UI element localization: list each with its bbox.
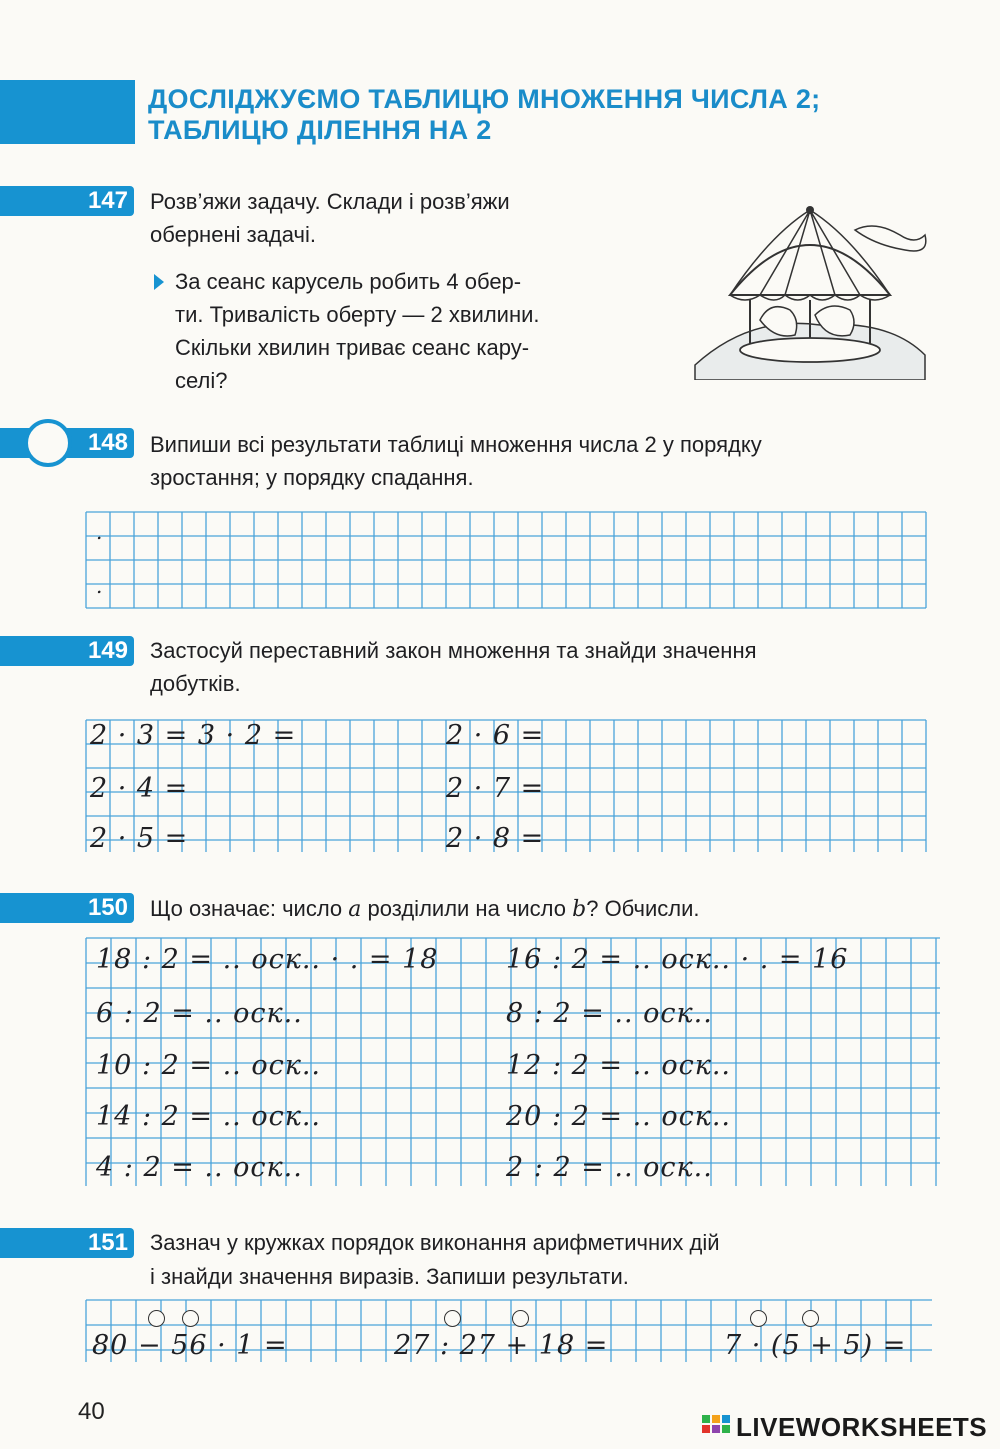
task-151-text-1: Зазнач у кружках порядок виконання арифметичних дій (150, 1230, 720, 1255)
task-147-text-1: Розв’яжи задачу. Склади і розв’яжи (150, 189, 510, 214)
order-circle[interactable] (512, 1310, 529, 1327)
task-149-text-2: добутків. (150, 671, 241, 696)
task-150-text-c: ? Обчисли. (586, 896, 700, 921)
task-151-expression-3: 7 · (5 + 5) = (724, 1330, 907, 1361)
task-149-text-1: Застосуй переставний закон множення та знайди значення (150, 638, 757, 663)
page-title (148, 84, 948, 146)
task-148-dot-1: . (96, 520, 104, 544)
page-title-line1: ДОСЛІДЖУЄМО ТАБЛИЦЮ МНОЖЕННЯ ЧИСЛА 2; (148, 84, 821, 114)
bullet-icon (154, 274, 164, 290)
task-149-right-2: 2 · 7 = (446, 773, 545, 804)
task-151-text-2: і знайди значення виразів. Запиши результати. (150, 1264, 629, 1289)
order-circle[interactable] (148, 1310, 165, 1327)
task-150-left-4: 14 : 2 = .. ocк.. (96, 1101, 321, 1132)
carousel-illustration (690, 205, 930, 380)
task-149-right-3: 2 · 8 = (446, 823, 545, 854)
header-band (0, 80, 135, 144)
order-circle[interactable] (182, 1310, 199, 1327)
task-150-right-4: 20 : 2 = .. ocк.. (506, 1101, 731, 1132)
task-150-left-3: 10 : 2 = .. ocк.. (96, 1050, 321, 1081)
task-150-left-1: 18 : 2 = .. ocк.. · . = 18 (96, 944, 439, 975)
task-151-expression-1: 80 − 56 · 1 = (92, 1330, 288, 1361)
page-title-line2: ТАБЛИЦЮ ДІЛЕННЯ НА 2 (148, 115, 492, 145)
task-149-number: 149 (0, 636, 134, 666)
task-147-problem-4: селі? (175, 368, 228, 393)
task-150-left-2: 6 : 2 = .. ocк.. (96, 998, 303, 1029)
task-150-left-5: 4 : 2 = .. ocк.. (96, 1152, 303, 1183)
task-147-text-2: обернені задачі. (150, 222, 316, 247)
task-150-text-b: розділили на число (361, 896, 573, 921)
order-circle[interactable] (444, 1310, 461, 1327)
task-147-problem-3: Скільки хвилин триває сеанс кару- (175, 335, 530, 360)
task-147-problem-2: ти. Тривалість оберту — 2 хвилини. (175, 302, 540, 327)
liveworksheets-brand: LIVEWORKSHEETS (736, 1412, 988, 1442)
task-147-number: 147 (0, 186, 134, 216)
task-151-number: 151 (0, 1228, 134, 1258)
variable-b: b (572, 897, 587, 922)
task-148-number: 148 (0, 428, 134, 458)
task-149-right-1: 2 · 6 = (446, 720, 545, 751)
task-150-text (150, 892, 700, 926)
task-148-writing-grid[interactable] (86, 512, 926, 608)
task-148-circle-icon (24, 419, 72, 467)
task-147-problem-1: За сеанс карусель робить 4 обер- (175, 269, 522, 294)
task-148-text-1: Випиши всі результати таблиці множення числа 2 у порядку (150, 432, 762, 457)
order-circle[interactable] (802, 1310, 819, 1327)
task-149-left-1: 2 · 3 = 3 · 2 = (90, 720, 297, 751)
task-150-right-5: 2 : 2 = .. ocк.. (506, 1152, 713, 1183)
liveworksheets-logo-icon (700, 1412, 732, 1442)
task-148-text-2: зростання; у порядку спадання. (150, 465, 474, 490)
page-number: 40 (78, 1398, 105, 1425)
task-151-expression-2: 27 : 27 + 18 = (394, 1330, 609, 1361)
variable-a: a (348, 897, 362, 922)
task-148-dot-2: . (96, 574, 104, 598)
task-150-right-3: 12 : 2 = .. ocк.. (506, 1050, 731, 1081)
task-150-right-2: 8 : 2 = .. ocк.. (506, 998, 713, 1029)
task-150-number: 150 (0, 893, 134, 923)
task-150-text-a: Що означає: число (150, 896, 349, 921)
task-149-left-2: 2 · 4 = (90, 773, 189, 804)
task-149-left-3: 2 · 5 = (90, 823, 189, 854)
task-150-right-1: 16 : 2 = .. ocк.. · . = 16 (506, 944, 849, 975)
order-circle[interactable] (750, 1310, 767, 1327)
